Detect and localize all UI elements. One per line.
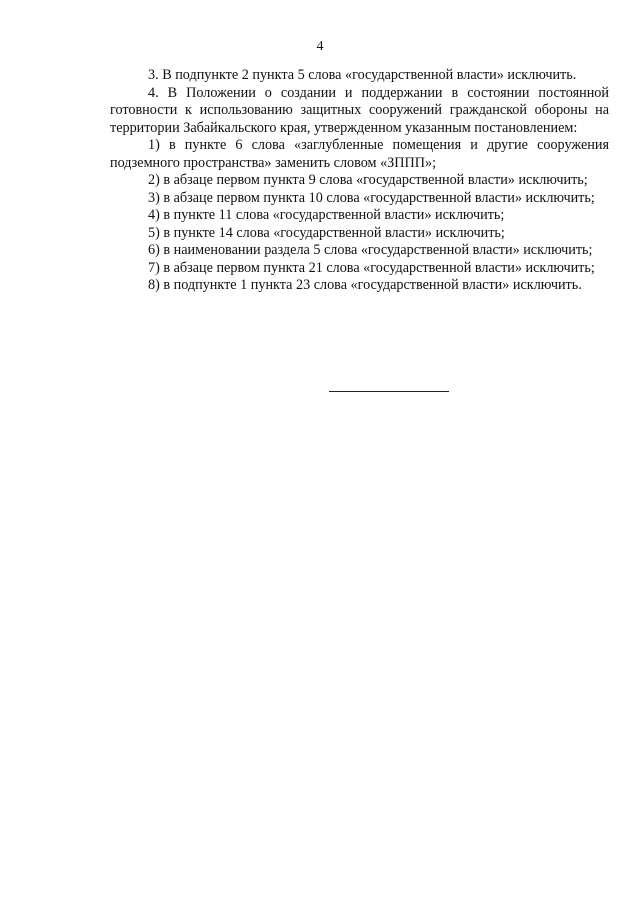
list-item-6: 6) в наименовании раздела 5 слова «государственной власти» исключить; (148, 242, 593, 258)
list-item-5: 5) в пункте 14 слова «государственной власти» исключить; (148, 224, 505, 241)
list-item-2: 2) в абзаце первом пункта 9 слова «государственной власти» исключить; (148, 172, 588, 188)
document-body (110, 67, 609, 295)
page-number: 4 (316, 39, 324, 54)
list-item-7: 7) в абзаце первом пункта 21 слова «государственной власти» исключить; (148, 259, 595, 276)
list-item-4: 4) в пункте 11 слова «государственной власти» исключить; (148, 207, 505, 223)
list-item-8: 8) в подпункте 1 пункта 23 слова «государственной власти» исключить. (148, 277, 582, 293)
list-item-3: 3) в абзаце первом пункта 10 слова «государственной власти» исключить; (148, 189, 595, 206)
list-item-1: 1) в пункте 6 слова «заглубленные помещения и другие сооружения подземного пространства» заменить словом «ЗППП»; (110, 137, 609, 171)
paragraph-3: 3. В подпункте 2 пункта 5 слова «государственной власти» исключить. (148, 67, 577, 83)
end-divider-line (329, 391, 449, 392)
paragraph-4: 4. В Положении о создании и поддержании в состоянии постоянной готовности к использованию защитных сооружений гражданской обороны на территории Забайкальского края, утвержденном указанным постановлением: (110, 84, 609, 136)
